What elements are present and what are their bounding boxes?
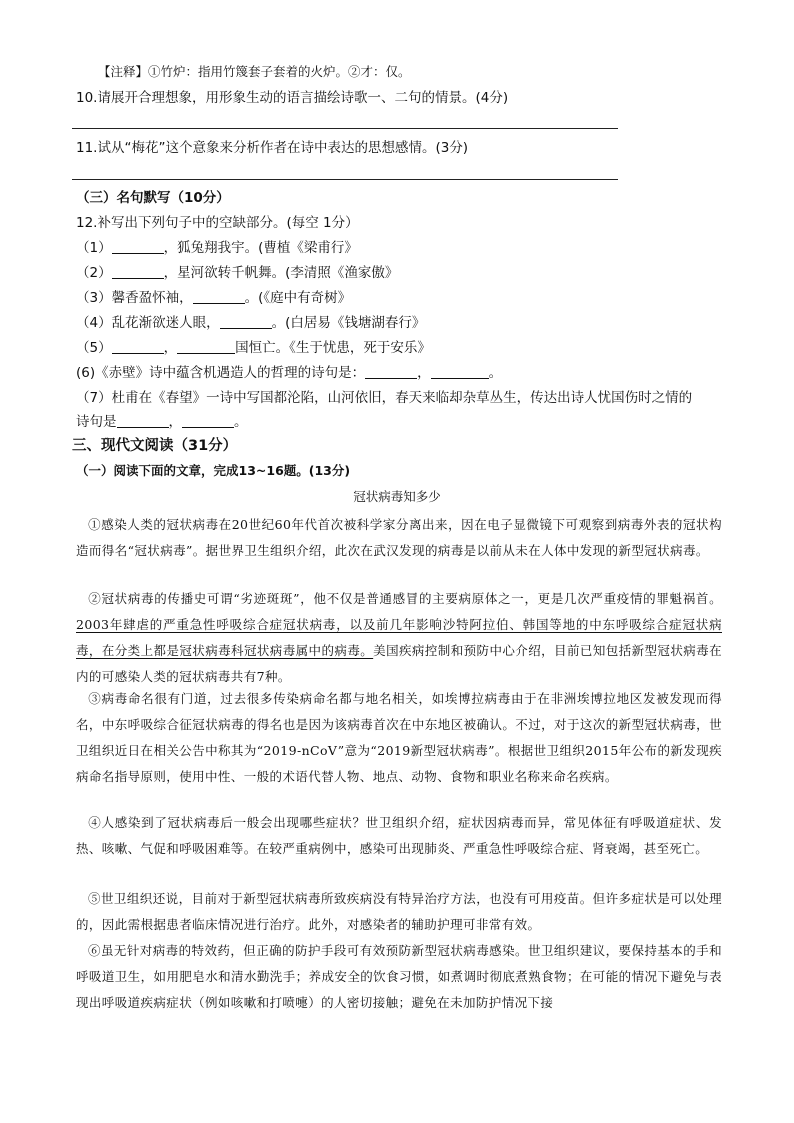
section-heading-recitation: （三）名句默写（10分） — [76, 190, 230, 206]
question-10: 10.请展开合理想象，用形象生动的语言描绘诗歌一、二句的情景。(4分) — [76, 90, 509, 106]
fill-item-6: (6)《赤壁》诗中蕴含机遇造人的哲理的诗句是： ， 。 — [76, 365, 503, 381]
question-11: 11.试从“梅花”这个意象来分析作者在诗中表达的思想感情。(3分) — [76, 140, 469, 156]
blank-input[interactable] — [193, 289, 245, 304]
article-paragraph-3: ③病毒命名很有门道，过去很多传染病命名都与地名相关，如埃博拉病毒由于在非洲埃博拉地区发被发现而得名，中东呼吸综合征冠状病毒的得名也是因为该病毒首次在中东地区被确认。不过，对于这次的新型冠状病毒，世卫组织近日在相关公告中称其为“2019-nCoV”意为“2019新型冠状病毒”。根据世卫组织2015年公布的新发现疾病命名指导原则，使用中性、一般的术语代替人物、地点、动物、食物和职业名称来命名疾病。 — [76, 691, 722, 784]
fill-item-4: （4）乱花渐欲迷人眼， 。(白居易《钱塘湖春行》 — [76, 315, 426, 331]
article-paragraph-4: ④人感染到了冠状病毒后一般会出现哪些症状？世卫组织介绍，症状因病毒而异，常见体征有呼吸道症状、发热、咳嗽、气促和呼吸困难等。在较严重病例中，感染可出现肺炎、严重急性呼吸综合症、肾衰竭，甚至死亡。 — [76, 815, 722, 856]
blank-input[interactable] — [112, 264, 164, 279]
blank-input[interactable] — [177, 339, 235, 354]
fill-item-2: （2） ，星河欲转千帆舞。(李清照《渔家傲》 — [76, 265, 399, 281]
fill-item-5: （5） ， 国恒亡。《生于忧患，死于安乐》 — [76, 340, 431, 356]
article-paragraph-5: ⑤世卫组织还说，目前对于新型冠状病毒所致疾病没有特异治疗方法，也没有可用疫苗。但许多症状是可以处理的，因此需根据患者临床情况进行治疗。此外，对感染者的辅助护理可非常有效。 — [76, 891, 722, 932]
article-paragraph-6: ⑥虽无针对病毒的特效药，但正确的防护手段可有效预防新型冠状病毒感染。世卫组织建议，要保持基本的手和呼吸道卫生，如用肥皂水和清水勤洗手；养成安全的饮食习惯，如煮调时彻底煮熟食物；在可能的情况下避免与表现出呼吸道疾病症状（例如咳嗽和打喷嚏）的人密切接触；避免在未加防护情况下接 — [76, 943, 722, 1010]
question-12-intro: 12.补写出下列句子中的空缺部分。(每空 1分） — [76, 215, 359, 231]
blank-input[interactable] — [182, 413, 234, 428]
blank-input[interactable] — [431, 364, 489, 379]
blank-input[interactable] — [112, 339, 164, 354]
part3-subtitle: （一）阅读下面的文章，完成13~16题。(13分) — [76, 463, 351, 478]
article-paragraph-2: ②冠状病毒的传播史可谓“劣迹斑斑”，他不仅是普通感冒的主要病原体之一，更是几次严重疫情的罪魁祸首。2003年肆虐的严重急性呼吸综合症冠状病毒，以及前几年影响沙特阿拉伯、韩国等地的中东呼吸综合症冠状病毒，在分类上都是冠状病毒科冠状病毒属中的病毒。美国疾病控制和预防中心介绍，目前已知包括新型冠状病毒在内的可感染人类的冠状病毒共有7种。 — [76, 591, 722, 684]
blank-input[interactable] — [365, 364, 417, 379]
answer-line-11[interactable] — [72, 179, 618, 180]
blank-input[interactable] — [117, 413, 169, 428]
annotation-note: 【注释】①竹炉：指用竹篾套子套着的火炉。②才：仅。 — [98, 64, 411, 79]
article-paragraph-1: ①感染人类的冠状病毒在20世纪60年代首次被科学家分离出来，因在电子显微镜下可观察到病毒外表的冠状构造而得名“冠状病毒”。据世界卫生组织介绍，此次在武汉发现的病毒是以前从未在人体中发现的新型冠状病毒。 — [76, 517, 722, 558]
fill-item-3: （3）馨香盈怀袖， 。(《庭中有奇树》 — [76, 290, 352, 306]
part3-title: 三、现代文阅读（31分） — [72, 438, 238, 454]
answer-line-10[interactable] — [72, 128, 618, 129]
fill-item-1: （1） ，狐兔翔我宇。(曹植《梁甫行》 — [76, 240, 358, 256]
blank-input[interactable] — [112, 239, 164, 254]
fill-item-7-line1: （7）杜甫在《春望》一诗中写国都沦陷，山河依旧，春天来临却杂草丛生，传达出诗人忧国伤时之情的 — [76, 390, 693, 406]
underlined-sentence: 2003年肆虐的严重急性呼吸综合症冠状病毒，以及前几年影响沙特阿拉伯、韩国等地的中东呼吸综合症冠状病毒，在分类上都是冠状病毒科冠状病毒属中的病毒。 — [76, 617, 722, 658]
article-title: 冠状病毒知多少 — [353, 489, 441, 504]
blank-input[interactable] — [220, 314, 272, 329]
fill-item-7-line2: 诗句是 ， 。 — [76, 414, 248, 430]
